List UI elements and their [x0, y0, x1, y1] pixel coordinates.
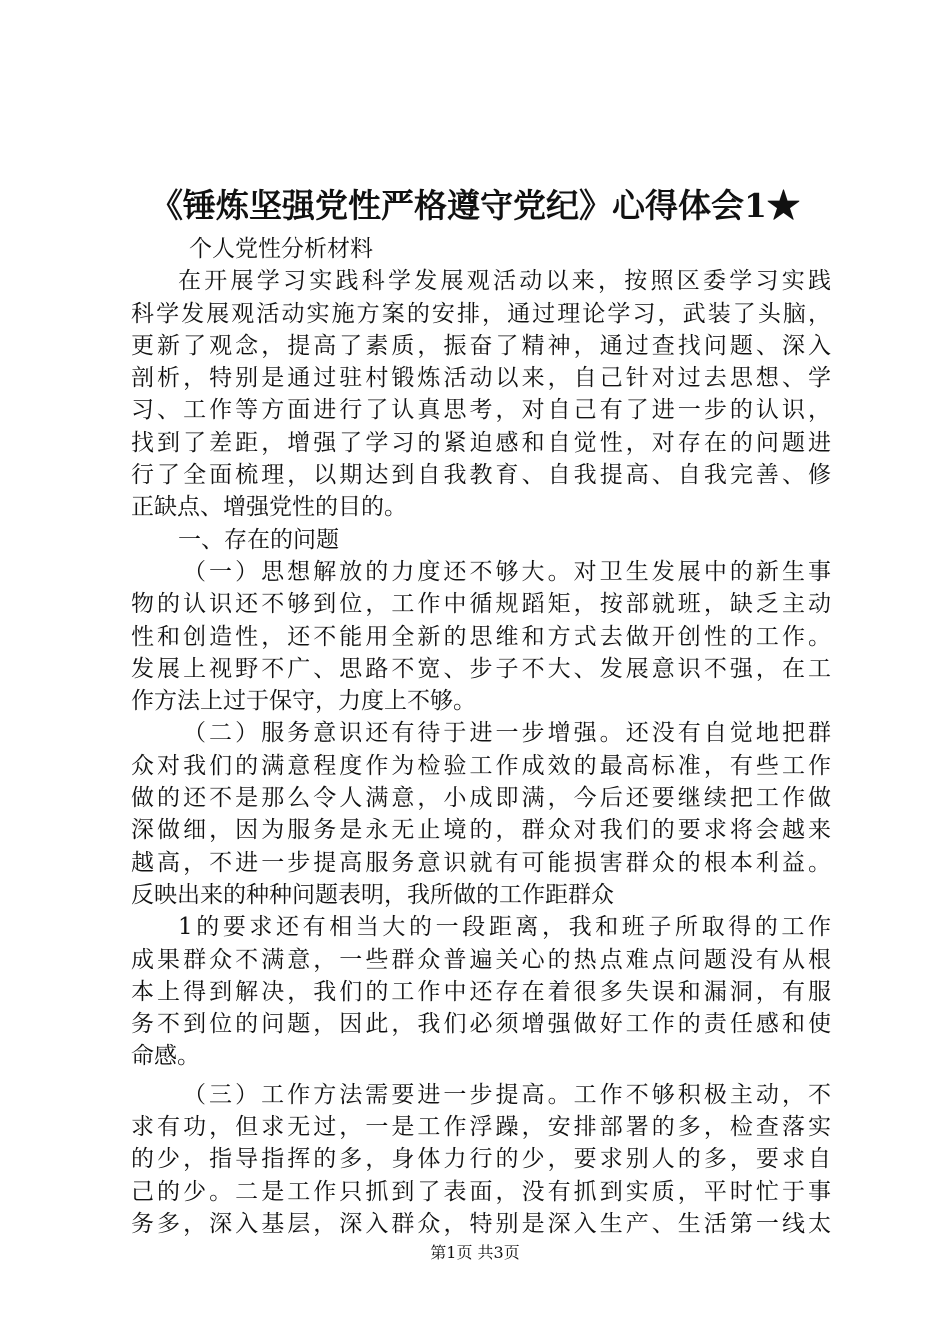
paragraph-line: 科学发展观活动实施方案的安排，通过理论学习，武装了头脑， — [131, 300, 831, 327]
paragraph-line: 求有功，但求无过，一是工作浮躁，安排部署的多，检查落实 — [131, 1114, 831, 1141]
paragraph-line: 找到了差距，增强了学习的紧迫感和自觉性，对存在的问题进 — [131, 429, 831, 456]
section-heading: 一、存在的问题 — [178, 526, 339, 553]
paragraph-line: 命感。 — [131, 1043, 200, 1070]
paragraph-line: 1的要求还有相当大的一段距离，我和班子所取得的工作 — [178, 914, 831, 941]
paragraph-line: 深做细，因为服务是永无止境的，群众对我们的要求将会越来 — [131, 817, 831, 844]
paragraph-line: 务多，深入基层，深入群众，特别是深入生产、生活第一线太 — [131, 1210, 831, 1237]
paragraph-line: （二）服务意识还有待于进一步增强。还没有自觉地把群 — [183, 720, 831, 747]
paragraph-line: 正缺点、增强党性的目的。 — [131, 494, 407, 521]
document-body — [131, 233, 831, 1240]
subtitle-line: 个人党性分析材料 — [189, 236, 373, 262]
paragraph-line: （一）思想解放的力度还不够大。对卫生发展中的新生事 — [183, 558, 831, 585]
paragraph-line: 物的认识还不够到位，工作中循规蹈矩，按部就班，缺乏主动 — [131, 591, 831, 618]
paragraph-line: 务不到位的问题，因此，我们必须增强做好工作的责任感和使 — [131, 1011, 831, 1038]
paragraph-line: 剖析，特别是通过驻村锻炼活动以来，自己针对过去思想、学 — [131, 365, 831, 392]
paragraph-line: 成果群众不满意，一些群众普遍关心的热点难点问题没有从根 — [131, 946, 831, 973]
paragraph-line: 作方法上过于保守，力度上不够。 — [131, 688, 476, 715]
paragraph-line: （三）工作方法需要进一步提高。工作不够积极主动，不 — [183, 1081, 831, 1108]
page-footer: 第1页 共3页 — [430, 1243, 520, 1262]
document-title: 《锤炼坚强党性严格遵守党纪》心得体会1★ — [150, 186, 800, 225]
paragraph-line: 在开展学习实践科学发展观活动以来，按照区委学习实践 — [178, 268, 831, 295]
paragraph-line: 性和创造性，还不能用全新的思维和方式去做开创性的工作。 — [131, 623, 831, 650]
paragraph-line: 越高，不进一步提高服务意识就有可能损害群众的根本利益。 — [131, 849, 831, 876]
paragraph-line: 反映出来的种种问题表明，我所做的工作距群众 — [131, 881, 614, 908]
paragraph-line: 发展上视野不广、思路不宽、步子不大、发展意识不强，在工 — [131, 655, 831, 682]
paragraph-line: 众对我们的满意程度作为检验工作成效的最高标准，有些工作 — [131, 752, 831, 779]
paragraph-line: 的少，指导指挥的多，身体力行的少，要求别人的多，要求自 — [131, 1146, 831, 1173]
paragraph-line: 习、工作等方面进行了认真思考，对自己有了进一步的认识， — [131, 397, 831, 424]
paragraph-line: 更新了观念，提高了素质，振奋了精神，通过查找问题、深入 — [131, 332, 831, 359]
paragraph-line: 己的少。二是工作只抓到了表面，没有抓到实质，平时忙于事 — [131, 1178, 831, 1205]
paragraph-line: 本上得到解决，我们的工作中还存在着很多失误和漏洞，有服 — [131, 978, 831, 1005]
paragraph-line: 做的还不是那么令人满意，小成即满，今后还要继续把工作做 — [131, 785, 831, 812]
paragraph-line: 行了全面梳理，以期达到自我教育、自我提高、自我完善、修 — [131, 462, 831, 489]
